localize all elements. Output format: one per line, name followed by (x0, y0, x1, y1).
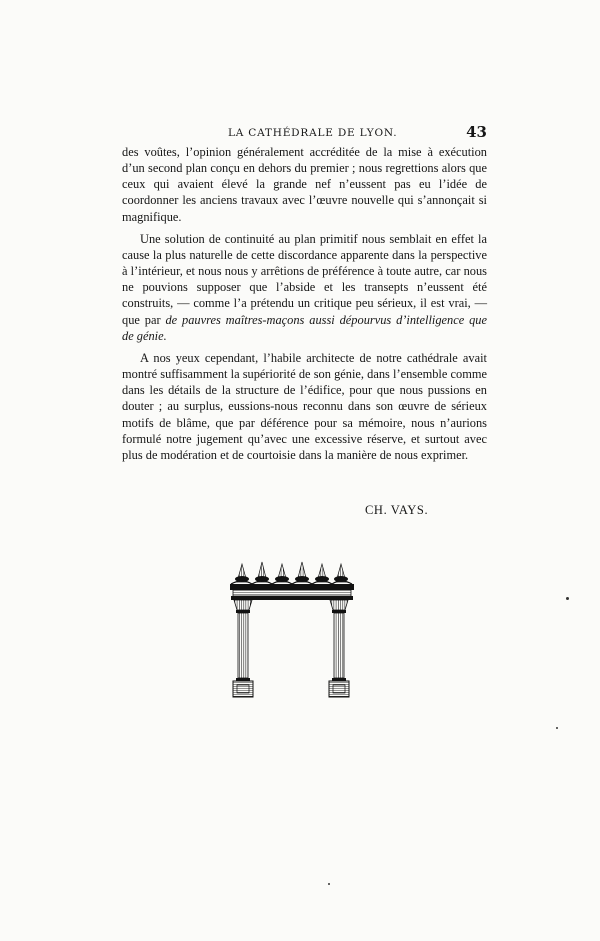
paragraph (122, 144, 487, 225)
paragraph (122, 231, 487, 344)
ink-speck (566, 597, 569, 600)
entablature (230, 584, 354, 600)
paragraph-text: des voûtes, l’opinion généralement accréditée de la mise à exécution d’un second plan conçu en dehors du premier ; nous regrettions alors que ceux qui avaient élevé la grande nef n’eussent pas eu l’idée de coordonner les anciens travaux avec l’œuvre nouvelle qui s’annonçait si magnifique. (122, 145, 487, 224)
author-signature (365, 503, 445, 518)
ink-speck (328, 883, 330, 885)
signature-initial: CH. (365, 503, 388, 517)
body-text (122, 144, 487, 463)
page-header (122, 123, 487, 145)
page-number: 43 (466, 123, 487, 141)
paragraph (122, 350, 487, 463)
right-column (329, 600, 349, 697)
paragraph-text: A nos yeux cependant, l’habile architecte de notre cathédrale avait montré suffisamment la supériorité de son génie, dans l’ensemble comme dans les détails de la structure de l’édifice, pour que nous pussions en douter ; au surplus, eussions-nous reconnu dans son œuvre de sérieux motifs de blâme, que par déférence pour sa mémoire, nous n’aurions formulé notre jugement qu’avec une excessive réserve, et surtout avec plus de modération et de courtoisie dans la manière de nous exprimer. (122, 350, 487, 462)
paragraph-text: Une solution de continuité au plan primitif nous semblait en effet la cause la plus naturelle de cette discordance apparente dans la perspective à l’intérieur, et nous nous y arrêtions de préférence à toute autre, car nous ne pouvions supposer que l’abside et les transepts n’eussent été construits, — comme l’a prétendu un critique peu sérieux, il est vrai, — que par (122, 231, 487, 327)
ink-speck (556, 727, 558, 729)
signature-surname: VAYS. (390, 503, 429, 517)
finials (231, 562, 352, 584)
left-column (233, 600, 253, 697)
portico-columns-ornament-icon (228, 558, 356, 700)
running-title: LA CATHÉDRALE DE LYON. (228, 127, 398, 139)
italic-text: de pauvres maîtres-maçons aussi dépourvus d’intelligence que de génie. (122, 312, 487, 343)
